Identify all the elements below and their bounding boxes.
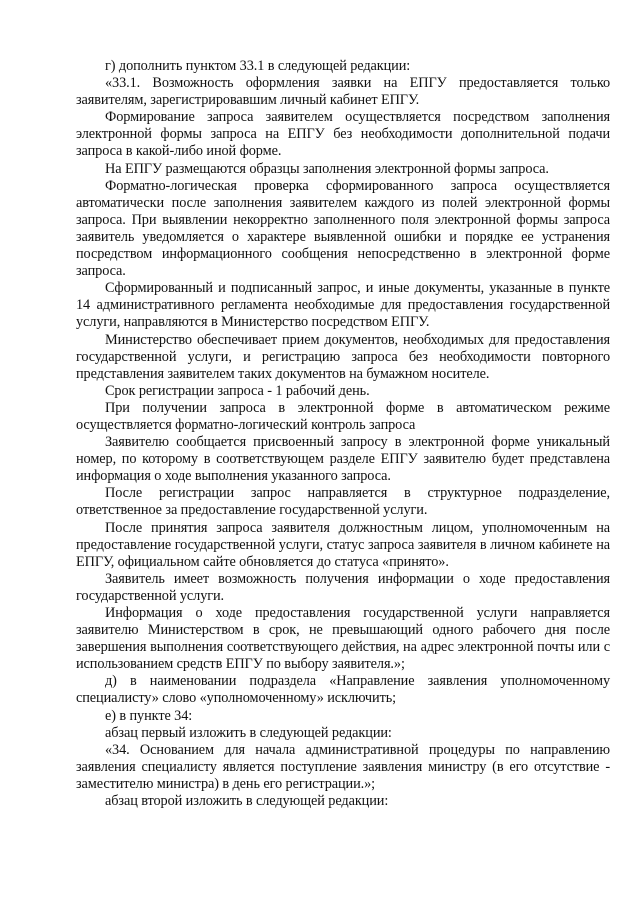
paragraph: На ЕПГУ размещаются образцы заполнения электронной формы запроса. (105, 160, 549, 177)
paragraph: Сформированный и подписанный запрос, и иные документы, указанные в пункте 14 административного регламента необходимые для предоставления государственной услуги, направляются в Министерство посредством ЕПГУ. (76, 280, 610, 331)
paragraph: д) в наименовании подраздела «Направление заявления уполномоченному специалисту» слово «уполномоченному» исключить; (76, 673, 610, 707)
paragraph: е) в пункте 34: (105, 707, 193, 724)
paragraph: абзац второй изложить в следующей редакции: (105, 793, 389, 810)
document-page (76, 58, 610, 810)
paragraph: После регистрации запрос направляется в структурное подразделение, ответственное за предоставление государственной услуги. (76, 485, 610, 519)
paragraph: «34. Основанием для начала административной процедуры по направлению заявления специалисту является поступление заявления министру (в его отсутствие - заместителю министра) в день его регистрации.»; (76, 741, 610, 792)
paragraph: Форматно-логическая проверка сформированного запроса осуществляется автоматически после заполнения заявителем каждого из полей электронной формы запроса. При выявлении некорректно заполненного поля электронной формы запроса заявитель уведомляется о характере выявленной ошибки и порядке ее устранения посредством информационного сообщения непосредственно в электронной форме запроса. (76, 177, 610, 280)
paragraph: После принятия запроса заявителя должностным лицом, уполномоченным на предоставление государственной услуги, статус запроса заявителя в личном кабинете на ЕПГУ, официальном сайте обновляется до статуса «принято». (76, 519, 610, 570)
paragraph: Заявителю сообщается присвоенный запросу в электронной форме уникальный номер, по которому в соответствующем разделе ЕПГУ заявителю будет представлена информация о ходе выполнения указанного запроса. (76, 434, 610, 485)
paragraph: Срок регистрации запроса - 1 рабочий день. (105, 382, 370, 399)
paragraph: При получении запроса в электронной форме в автоматическом режиме осуществляется форматно-логический контроль запроса (76, 399, 610, 433)
paragraph: Информация о ходе предоставления государственной услуги направляется заявителю Министерством в срок, не превышающий одного рабочего дня после завершения выполнения соответствующего действия, на адрес электронной почты или с использованием средств ЕПГУ по выбору заявителя.»; (76, 605, 610, 673)
paragraph: Заявитель имеет возможность получения информации о ходе предоставления государственной услуги. (76, 570, 610, 604)
paragraph: Формирование запроса заявителем осуществляется посредством заполнения электронной формы запроса на ЕПГУ без необходимости дополнительной подачи запроса в какой-либо иной форме. (76, 109, 610, 160)
paragraph: Министерство обеспечивает прием документов, необходимых для предоставления государственной услуги, и регистрацию запроса без необходимости повторного представления заявителем таких документов на бумажном носителе. (76, 331, 610, 382)
paragraph: абзац первый изложить в следующей редакции: (105, 724, 392, 741)
paragraph: «33.1. Возможность оформления заявки на ЕПГУ предоставляется только заявителям, зарегистрировавшим личный кабинет ЕПГУ. (76, 75, 610, 109)
paragraph: г) дополнить пунктом 33.1 в следующей редакции: (105, 58, 411, 74)
